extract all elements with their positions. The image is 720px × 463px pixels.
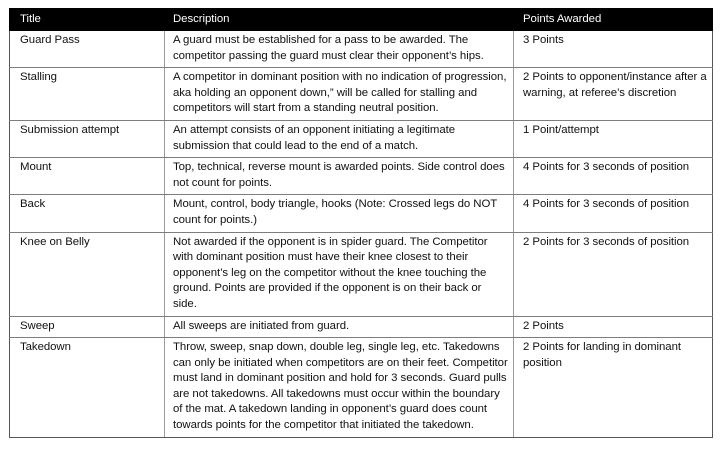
table-row [10, 316, 713, 338]
cell-description [165, 68, 514, 121]
cell-description-text: Not awarded if the opponent is in spider guard. The Competitor with dominant position must have their knee closest to their opponent’s leg on the competitor without the knee touching the ground. Points are provided if the opponent is on their back or side. [173, 235, 491, 310]
cell-points-text: 4 Points for 3 seconds of position [523, 161, 690, 174]
cell-title [10, 195, 165, 232]
cell-description-text: An attempt consists of an opponent initiating a legitimate submission that could lead to the end of a match. [173, 123, 459, 152]
cell-description-text: Throw, sweep, snap down, double leg, single leg, etc. Takedowns can only be initiated when competitors are on their feet. Competitor must land in dominant position and hold for 3 seconds. Guard pulls are not takedowns. All takedowns must occur within the boundary of the mat. A takedown landing in opponent’s guard does count towards points for the competitor that initiated the takedown. [173, 341, 511, 432]
cell-points-text: 2 Points [523, 319, 564, 332]
table-row [10, 120, 713, 157]
cell-description [165, 232, 514, 316]
column-header-title: Title [10, 9, 165, 31]
cell-points-text: 3 Points [523, 34, 564, 46]
cell-title [10, 232, 165, 316]
cell-points-text: 1 Point/attempt [523, 123, 599, 136]
cell-title [10, 158, 165, 195]
cell-points [514, 120, 713, 157]
cell-description-text: All sweeps are initiated from guard. [173, 319, 350, 332]
cell-points-text: 2 Points for 3 seconds of position [523, 235, 690, 248]
table-row [10, 232, 713, 316]
cell-points [514, 316, 713, 338]
cell-title [10, 316, 165, 338]
cell-title-text: Stalling [20, 71, 57, 84]
cell-description [165, 316, 514, 338]
cell-points [514, 68, 713, 121]
cell-description [165, 195, 514, 232]
cell-description-text: A competitor in dominant position with no indication of progression, aka holding an opponent down,” will be called for stalling and competitors will start from a standing neutral position. [173, 71, 510, 115]
rules-table [9, 8, 713, 438]
cell-points [514, 158, 713, 195]
table-header [10, 9, 713, 31]
cell-description [165, 338, 514, 438]
cell-description-text: Top, technical, reverse mount is awarded points. Side control does not count for points. [173, 161, 508, 189]
table-row [10, 68, 713, 121]
cell-title-text: Mount [20, 161, 52, 174]
cell-points-text: 2 Points to opponent/instance after a warning, at referee’s discretion [523, 71, 710, 99]
cell-points [514, 338, 713, 438]
cell-title-text: Guard Pass [20, 34, 80, 46]
cell-points-text: 2 Points for landing in dominant position [523, 341, 685, 369]
table-header-row [10, 9, 713, 31]
cell-description [165, 31, 514, 68]
table-row [10, 158, 713, 195]
cell-description [165, 120, 514, 157]
cell-title-text: Sweep [20, 319, 55, 332]
cell-description-text: A guard must be established for a pass to be awarded. The competitor passing the guard must clear their opponent’s hips. [173, 34, 484, 62]
cell-title-text: Takedown [20, 341, 71, 354]
cell-title [10, 68, 165, 121]
table-body [10, 31, 713, 438]
column-header-description: Description [165, 9, 514, 31]
cell-points [514, 232, 713, 316]
cell-title-text: Submission attempt [20, 123, 120, 136]
table-row [10, 195, 713, 232]
cell-title-text: Back [20, 198, 46, 211]
table-row [10, 31, 713, 68]
cell-points [514, 31, 713, 68]
cell-description [165, 158, 514, 195]
cell-title [10, 338, 165, 438]
cell-title-text: Knee on Belly [20, 235, 90, 248]
cell-points-text: 4 Points for 3 seconds of position [523, 198, 690, 211]
cell-title [10, 31, 165, 68]
cell-description-text: Mount, control, body triangle, hooks (Note: Crossed legs do NOT count for points.) [173, 198, 501, 226]
column-header-points-awarded: Points Awarded [514, 9, 713, 31]
cell-points [514, 195, 713, 232]
cell-title [10, 120, 165, 157]
table-row [10, 338, 713, 438]
rules-table-container [9, 8, 712, 438]
